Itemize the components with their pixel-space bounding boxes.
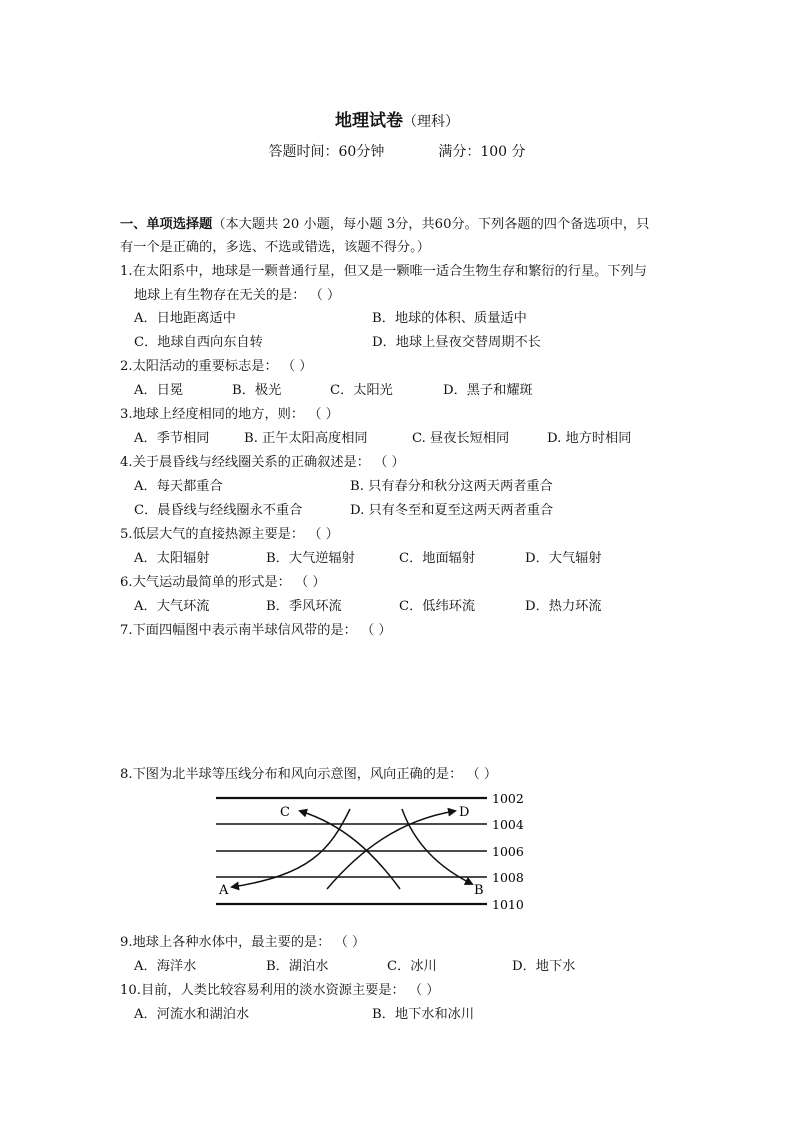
q4-option-b: B. 只有春分和秋分这两天两者重合 bbox=[350, 479, 553, 494]
q4-option-d: D. 只有冬至和夏至这两天两者重合 bbox=[350, 503, 554, 518]
point-label-b: B bbox=[474, 883, 484, 898]
question-9: 9.地球上各种水体中，最主要的是： （ ） bbox=[120, 935, 366, 950]
q2-option-a: A．日冕 bbox=[134, 383, 184, 398]
q1-option-b: B．地球的体积、质量适中 bbox=[372, 311, 527, 326]
q4-option-a: A．每天都重合 bbox=[134, 479, 223, 494]
exam-info bbox=[0, 141, 794, 161]
isobar-label: 1006 bbox=[492, 844, 524, 859]
q3-option-a: A．季节相同 bbox=[134, 431, 210, 446]
question-10: 10.目前，人类比较容易利用的淡水资源主要是： （ ） bbox=[120, 983, 440, 998]
isobar-label: 1010 bbox=[492, 897, 524, 912]
isobar-label: 1008 bbox=[492, 870, 524, 885]
question-6: 6.大气运动最简单的形式是： （ ） bbox=[120, 575, 326, 590]
q5-option-a: A．太阳辐射 bbox=[134, 551, 210, 566]
q5-option-c: C．地面辐射 bbox=[399, 551, 476, 566]
q6-option-c: C．低纬环流 bbox=[399, 599, 476, 614]
point-label-a: A bbox=[219, 883, 229, 898]
q5-option-d: D．大气辐射 bbox=[525, 551, 602, 566]
question-1-cont: 地球上有生物存在无关的是： （ ） bbox=[134, 288, 341, 303]
isobar-label: 1004 bbox=[492, 817, 524, 832]
point-label-c: C bbox=[280, 805, 290, 820]
q2-option-d: D．黑子和耀斑 bbox=[443, 383, 533, 398]
q9-option-a: A．海洋水 bbox=[134, 959, 197, 974]
q1-option-a: A．日地距离适中 bbox=[134, 311, 236, 326]
q9-option-b: B．湖泊水 bbox=[266, 959, 329, 974]
page-title bbox=[0, 106, 794, 131]
q6-option-b: B．季风环流 bbox=[266, 599, 342, 614]
q6-option-d: D．热力环流 bbox=[525, 599, 602, 614]
wind-arrow-d bbox=[327, 811, 455, 889]
exam-score: 满分：100 分 bbox=[438, 144, 526, 160]
q4-option-c: C．晨昏线与经线圈永不重合 bbox=[134, 503, 303, 518]
q2-option-c: C．太阳光 bbox=[330, 383, 393, 398]
question-2: 2.太阳活动的重要标志是： （ ） bbox=[120, 359, 313, 374]
title-suffix: （理科） bbox=[403, 114, 459, 130]
q9-option-d: D．地下水 bbox=[512, 959, 576, 974]
point-label-d: D bbox=[459, 805, 470, 820]
q3-option-d: D. 地方时相同 bbox=[547, 431, 632, 446]
q9-option-c: C．冰川 bbox=[387, 959, 437, 974]
q2-option-b: B．极光 bbox=[232, 383, 282, 398]
q3-option-c: C. 昼夜长短相同 bbox=[412, 431, 510, 446]
wind-arrow-b bbox=[402, 809, 472, 884]
q1-option-d: D．地球上昼夜交替周期不长 bbox=[372, 335, 541, 350]
question-5: 5.低层大气的直接热源主要是： （ ） bbox=[120, 527, 339, 542]
question-7: 7.下面四幅图中表示南半球信风带的是： （ ） bbox=[120, 623, 392, 638]
wind-arrow-c bbox=[300, 811, 400, 889]
q10-option-a: A．河流水和湖泊水 bbox=[134, 1007, 250, 1022]
question-1: 1.在太阳系中，地球是一颗普通行星，但又是一颗唯一适合生物生存和繁衍的行星。下列与 bbox=[120, 264, 647, 279]
q5-option-b: B．大气逆辐射 bbox=[266, 551, 355, 566]
q6-option-a: A．大气环流 bbox=[134, 599, 210, 614]
title-main: 地理试卷 bbox=[335, 111, 403, 131]
q3-option-b: B. 正午太阳高度相同 bbox=[244, 431, 368, 446]
question-3: 3.地球上经度相同的地方，则： （ ） bbox=[120, 407, 339, 422]
section-heading: 一、单项选择题（本大题共 20 小题，每小题 3分，共60分。下列各题的四个备选项中，只 bbox=[120, 217, 650, 232]
q10-option-b: B．地下水和冰川 bbox=[372, 1007, 475, 1022]
wind-arrow-a bbox=[232, 809, 350, 887]
question-4: 4.关于晨昏线与经线圈关系的正确叙述是： （ ） bbox=[120, 455, 405, 470]
question-8: 8.下图为北半球等压线分布和风向示意图，风向正确的是： （ ） bbox=[120, 767, 498, 782]
exam-time: 答题时间：60分钟 bbox=[268, 144, 385, 160]
q1-option-c: C．地球自西向东自转 bbox=[134, 335, 263, 350]
isobar-label: 1002 bbox=[492, 791, 524, 806]
section-desc: 有一个是正确的，多选、不选或错选，该题不得分。） bbox=[120, 240, 430, 255]
